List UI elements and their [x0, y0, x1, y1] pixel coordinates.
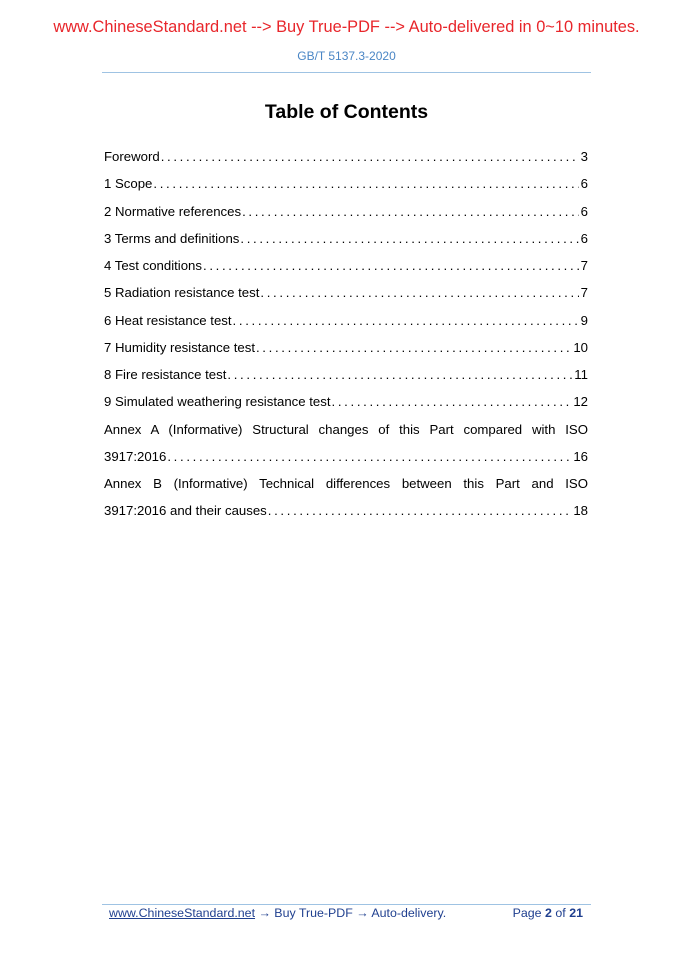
toc-entry-page: 11 [574, 367, 588, 382]
promo-banner-text[interactable]: www.ChineseStandard.net --> Buy True-PDF --> Auto-delivered in 0~10 minutes. [53, 18, 640, 36]
table-of-contents [104, 143, 588, 525]
toc-entry-page: 18 [573, 503, 588, 519]
page-word: Page [512, 906, 542, 920]
toc-entry-page: 10 [573, 339, 588, 355]
footer-promo [109, 906, 446, 920]
toc-entry-simulated-weathering[interactable] [104, 388, 588, 415]
toc-entry-humidity-resistance[interactable] [104, 334, 588, 361]
toc-entry-page: 3 [580, 149, 588, 164]
toc-entry-test-conditions[interactable] [104, 252, 588, 279]
toc-entry-page: 16 [573, 448, 588, 464]
toc-entry-label: 3 Terms and definitions [104, 230, 240, 246]
toc-entry-page: 6 [580, 230, 588, 246]
toc-leader-dots [233, 307, 579, 334]
toc-leader-dots [240, 225, 578, 252]
toc-leader-dots [332, 388, 572, 415]
toc-leader-dots [167, 443, 571, 470]
toc-entry-label: 7 Humidity resistance test [104, 339, 255, 355]
toc-entry-label-cont: 3917:2016 [104, 448, 167, 464]
toc-leader-dots [268, 497, 572, 524]
toc-entry-heat-resistance[interactable] [104, 307, 588, 334]
footer-site-link[interactable]: www.ChineseStandard.net [109, 906, 256, 920]
page-total: 21 [569, 906, 583, 920]
toc-entry-label: 9 Simulated weathering resistance test [104, 394, 331, 410]
toc-leader-dots [260, 279, 578, 306]
toc-entry-terms-definitions[interactable] [104, 225, 588, 252]
toc-entry-scope[interactable] [104, 170, 588, 197]
toc-title: Table of Contents [264, 101, 429, 123]
standard-code: GB/T 5137.3-2020 [297, 49, 396, 63]
toc-entry-label: 6 Heat resistance test [104, 312, 232, 328]
page-footer [109, 906, 583, 920]
toc-entry-foreword[interactable] [104, 143, 588, 170]
toc-entry-label: 5 Radiation resistance test [104, 285, 260, 301]
toc-entry-page: 6 [580, 176, 588, 192]
toc-entry-label: 2 Normative references [104, 203, 242, 219]
toc-entry-label: Annex B (Informative) Technical differences between this Part and ISO [104, 476, 588, 491]
toc-leader-dots [161, 143, 579, 170]
toc-leader-dots [203, 252, 579, 279]
footer-tagline: → Buy True-PDF → Auto-delivery. [255, 906, 447, 920]
toc-entry-label-cont: 3917:2016 and their causes [104, 503, 267, 519]
toc-entry-label: 4 Test conditions [104, 258, 202, 273]
toc-leader-dots [256, 334, 571, 361]
toc-entry-label: Foreword [104, 149, 160, 164]
promo-banner[interactable] [0, 18, 693, 37]
toc-entry-page: 9 [580, 312, 588, 328]
toc-entry-fire-resistance[interactable] [104, 361, 588, 388]
toc-entry-label: 1 Scope [104, 176, 153, 192]
header-divider [102, 72, 591, 73]
toc-entry-page: 6 [580, 203, 588, 219]
toc-entry-page: 12 [573, 394, 588, 410]
page-number [513, 906, 583, 920]
toc-entry-radiation-resistance[interactable] [104, 279, 588, 306]
toc-entry-annex-a[interactable] [104, 416, 588, 471]
page-current: 2 [545, 906, 552, 920]
toc-entry-normative-references[interactable] [104, 198, 588, 225]
toc-entry-page: 7 [580, 285, 588, 301]
toc-leader-dots [227, 361, 572, 388]
toc-leader-dots [153, 170, 578, 197]
toc-entry-page: 7 [580, 258, 588, 273]
toc-entry-label: Annex A (Informative) Structural changes of this Part compared with ISO [104, 421, 588, 437]
toc-entry-label: 8 Fire resistance test [104, 367, 227, 382]
toc-leader-dots [242, 198, 579, 225]
page-of: of [555, 906, 566, 920]
toc-entry-annex-b[interactable] [104, 470, 588, 525]
footer-divider [102, 904, 591, 905]
